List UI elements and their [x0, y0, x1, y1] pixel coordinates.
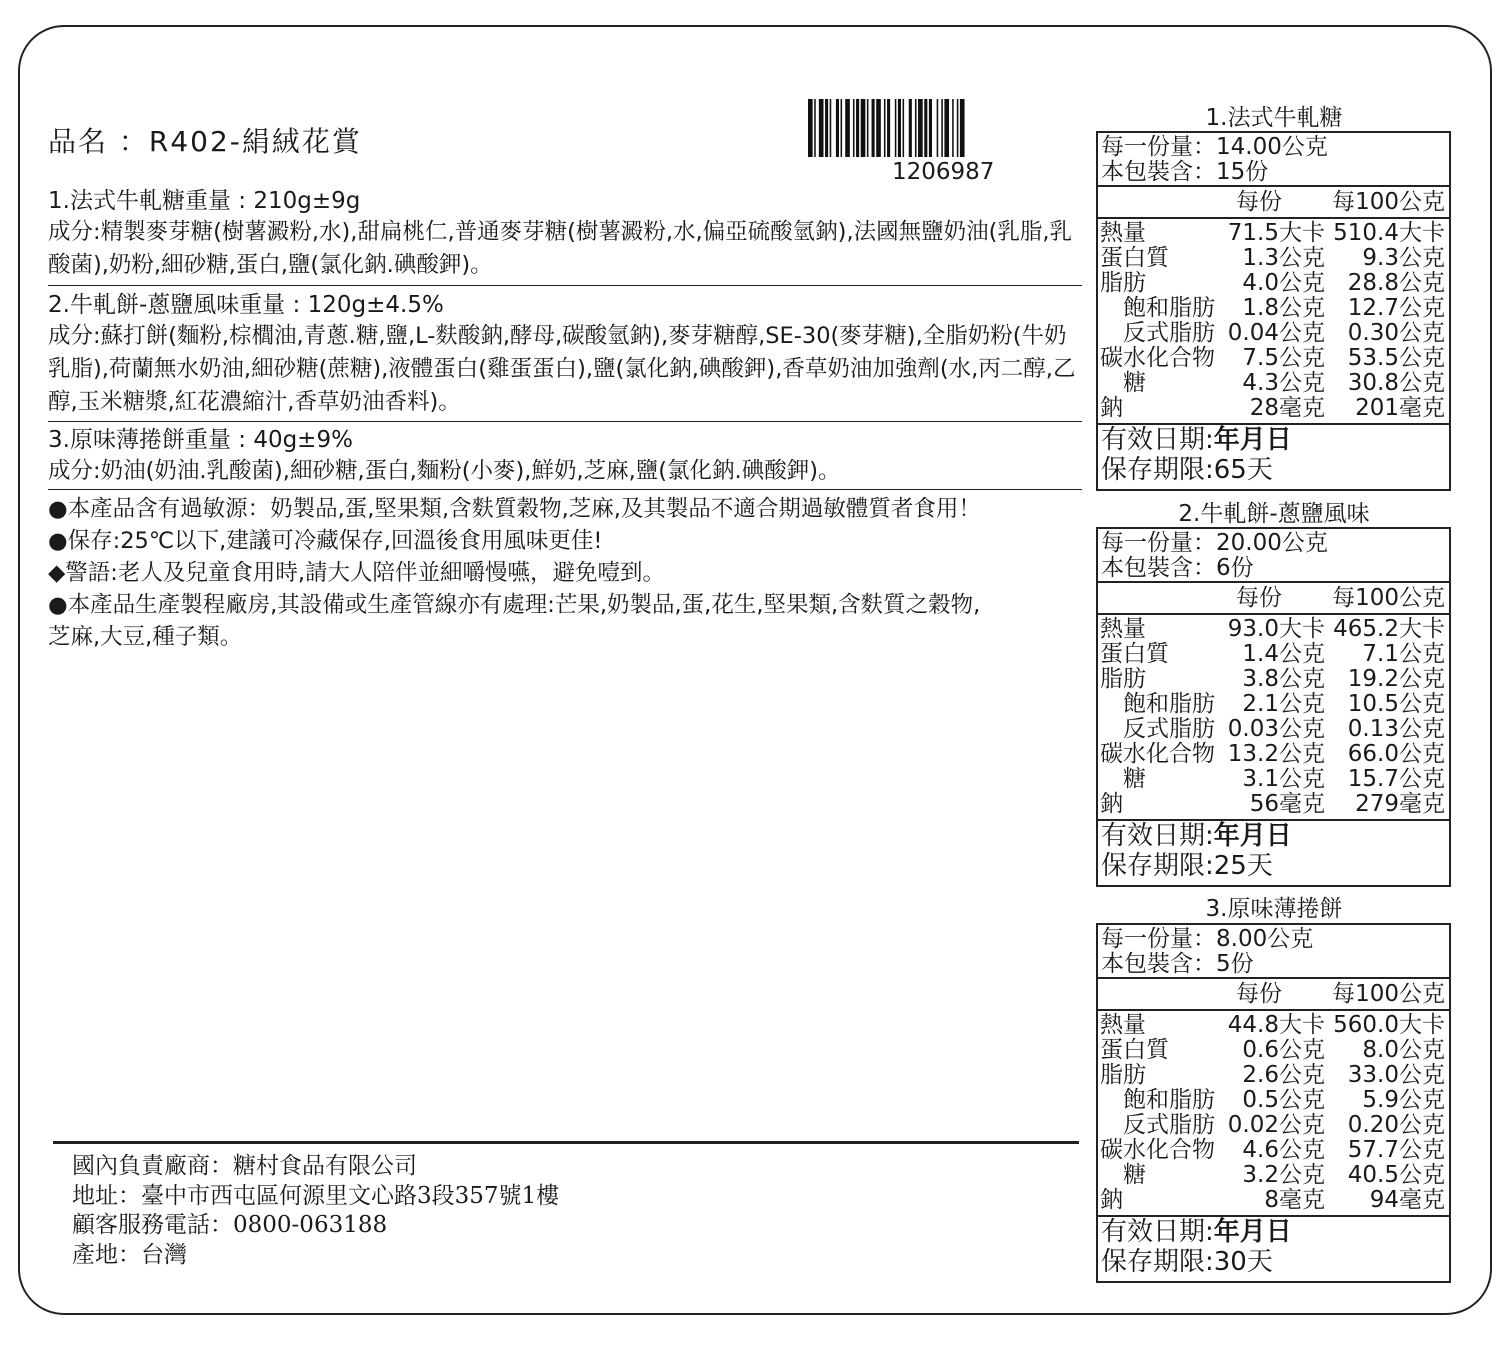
nutrient-name: 碳水化合物: [1100, 1137, 1215, 1163]
nutrition-title-2: 2.牛軋餅-蔥鹽風味: [1178, 501, 1370, 527]
nutrient-name: 飽和脂肪: [1100, 1087, 1215, 1113]
nutrient-name: 糖: [1100, 766, 1146, 792]
nutrient-name: 脂肪: [1100, 270, 1146, 296]
nutrient-row: [1098, 767, 1449, 792]
serving-info: [1098, 133, 1449, 185]
per-serving-value: 0.02公克: [1227, 1112, 1325, 1138]
per-100g-value: 560.0大卡: [1333, 1012, 1445, 1038]
nutrient-row: [1098, 1188, 1449, 1213]
per-serving-value: 44.8大卡: [1227, 1012, 1325, 1038]
servings-per-pack: 本包裝含：5份: [1101, 951, 1254, 977]
nutrient-row: [1098, 1013, 1449, 1038]
allergen-note: ●本產品含有過敏源：奶製品,蛋,堅果類,含麩質穀物,芝麻,及其製品不適合期過敏體質者食用！: [48, 496, 981, 522]
serving-size: 每一份量：20.00公克: [1101, 530, 1328, 556]
nutrient-name: 熱量: [1100, 616, 1146, 642]
divider: [48, 285, 1082, 286]
nutrient-row: [1098, 717, 1449, 742]
per-100g-value: 30.8公克: [1347, 370, 1445, 396]
nutrient-name: 蛋白質: [1100, 1037, 1169, 1063]
per-serving-value: 2.6公克: [1242, 1062, 1325, 1088]
servings-per-pack: 本包裝含：6份: [1101, 555, 1254, 581]
product-title: 品名 ：R402-絹絨花賞: [48, 125, 362, 158]
nutrient-rows: [1098, 613, 1449, 819]
barcode-image: [808, 99, 1076, 157]
nutrient-row: [1098, 321, 1449, 346]
per-serving-value: 8毫克: [1264, 1187, 1325, 1213]
per-100g-value: 465.2大卡: [1333, 616, 1445, 642]
nutrient-name: 飽和脂肪: [1100, 295, 1215, 321]
nutrient-row: [1098, 792, 1449, 817]
per-100g-value: 53.5公克: [1347, 345, 1445, 371]
nutrient-name: 熱量: [1100, 1012, 1146, 1038]
per-serving-value: 0.03公克: [1227, 716, 1325, 742]
nutrient-row: [1098, 667, 1449, 692]
expiry-label: 有效日期:: [1101, 425, 1214, 455]
facility-note: ●本產品生產製程廠房,其設備或生產管線亦有處理:芒果,奶製品,蛋,花生,堅果類,含麩質之穀物,: [48, 592, 981, 618]
per-serving-value: 4.0公克: [1242, 270, 1325, 296]
ingredient-section-1: [48, 186, 1078, 282]
section-2-heading: 2.牛軋餅-蔥鹽風味重量 : 120g±4.5%: [48, 292, 444, 318]
ingredient-section-3: [48, 425, 1078, 488]
section-1-ingredients: 成分:精製麥芽糖(樹薯澱粉,水),甜扁桃仁,普通麥芽糖(樹薯澱粉,水,偏亞硫酸氫鈉),法國無鹽奶油(乳脂,乳酸菌),奶粉,細砂糖,蛋白,鹽(氯化鈉.碘酸鉀)。: [48, 219, 1073, 278]
notes-block: [48, 493, 1088, 653]
nutrient-name: 反式脂肪: [1100, 320, 1215, 346]
shelf-life: 保存期限:25天: [1101, 851, 1273, 881]
nutrient-row: [1098, 296, 1449, 321]
per-serving-value: 3.8公克: [1242, 666, 1325, 692]
per-100g-value: 66.0公克: [1347, 741, 1445, 767]
per-100g-value: 57.7公克: [1347, 1137, 1445, 1163]
nutrient-row: [1098, 246, 1449, 271]
nutrient-name: 碳水化合物: [1100, 345, 1215, 371]
nutrient-name: 碳水化合物: [1100, 741, 1215, 767]
column-header: [1098, 185, 1449, 217]
col-per-serving: 每份: [1236, 189, 1282, 215]
per-100g-value: 28.8公克: [1347, 270, 1445, 296]
company-name: 國內負責廠商：糖村食品有限公司: [72, 1153, 417, 1179]
expiry-value: 年月日: [1213, 1217, 1292, 1247]
facility-note-cont: 芝麻,大豆,種子類。: [48, 624, 243, 650]
nutrient-name: 飽和脂肪: [1100, 691, 1215, 717]
company-address: 地址：臺中市西屯區何源里文心路3段357號1樓: [72, 1182, 560, 1209]
per-serving-value: 4.3公克: [1242, 370, 1325, 396]
place-of-origin: 產地：台灣: [72, 1241, 187, 1268]
per-100g-value: 279毫克: [1355, 791, 1445, 817]
nutrient-rows: [1098, 1009, 1449, 1215]
per-100g-value: 9.3公克: [1362, 245, 1445, 271]
per-serving-value: 3.1公克: [1242, 766, 1325, 792]
per-100g-value: 0.13公克: [1347, 716, 1445, 742]
per-serving-value: 28毫克: [1249, 395, 1325, 421]
nutrition-table-2: [1096, 527, 1451, 887]
section-3-heading: 3.原味薄捲餅重量 : 40g±9%: [48, 427, 353, 453]
col-per-100g: 每100公克: [1332, 585, 1445, 611]
nutrient-row: [1098, 692, 1449, 717]
serving-size: 每一份量：8.00公克: [1101, 926, 1314, 952]
expiry-block: [1098, 423, 1449, 489]
barcode-number: 1206987: [892, 159, 995, 185]
per-serving-value: 0.04公克: [1227, 320, 1325, 346]
nutrient-name: 蛋白質: [1100, 245, 1169, 271]
per-serving-value: 2.1公克: [1242, 691, 1325, 717]
nutrient-rows: [1098, 217, 1449, 423]
divider: [48, 489, 1082, 490]
expiry-value: 年月日: [1213, 821, 1292, 851]
nutrient-name: 鈉: [1100, 791, 1123, 817]
nutrient-name: 鈉: [1100, 1187, 1123, 1213]
shelf-life: 保存期限:65天: [1101, 455, 1273, 485]
per-serving-value: 1.4公克: [1242, 641, 1325, 667]
expiry-label: 有效日期:: [1101, 821, 1214, 851]
nutrient-name: 反式脂肪: [1100, 716, 1215, 742]
per-serving-value: 93.0大卡: [1227, 616, 1325, 642]
expiry-label: 有效日期:: [1101, 1217, 1214, 1247]
shelf-life: 保存期限:30天: [1101, 1247, 1273, 1277]
nutrient-row: [1098, 1163, 1449, 1188]
per-100g-value: 510.4大卡: [1333, 220, 1445, 246]
manufacturer-info: [72, 1152, 559, 1270]
per-serving-value: 4.6公克: [1242, 1137, 1325, 1163]
nutrient-name: 反式脂肪: [1100, 1112, 1215, 1138]
per-100g-value: 19.2公克: [1347, 666, 1445, 692]
per-serving-value: 0.5公克: [1242, 1087, 1325, 1113]
nutrient-row: [1098, 1088, 1449, 1113]
nutrient-row: [1098, 642, 1449, 667]
nutrient-row: [1098, 1113, 1449, 1138]
nutrient-row: [1098, 742, 1449, 767]
divider: [48, 421, 1082, 422]
per-100g-value: 94毫克: [1369, 1187, 1445, 1213]
per-100g-value: 40.5公克: [1347, 1162, 1445, 1188]
warning-note: ◆警語:老人及兒童食用時,請大人陪伴並細嚼慢嚥，避免噎到。: [48, 560, 666, 586]
expiry-block: [1098, 1215, 1449, 1281]
per-100g-value: 5.9公克: [1362, 1087, 1445, 1113]
per-serving-value: 13.2公克: [1227, 741, 1325, 767]
per-serving-value: 71.5大卡: [1227, 220, 1325, 246]
nutrient-name: 熱量: [1100, 220, 1146, 246]
per-100g-value: 33.0公克: [1347, 1062, 1445, 1088]
per-100g-value: 0.20公克: [1347, 1112, 1445, 1138]
nutrient-row: [1098, 371, 1449, 396]
section-2-ingredients: 成分:蘇打餅(麵粉,棕櫚油,青蔥.糖,鹽,L-麩酸鈉,酵母,碳酸氫鈉),麥芽糖醇,SE-30(麥芽糖),全脂奶粉(牛奶乳脂),荷蘭無水奶油,細砂糖(蔗糖),液體蛋白(雞蛋蛋白),鹽(氯化鈉,碘酸鉀),香草奶油加強劑(水,丙二醇,乙醇,玉米糖漿,紅花濃縮汁,香草奶油香料)。: [48, 323, 1076, 415]
nutrient-row: [1098, 396, 1449, 421]
per-serving-value: 1.3公克: [1242, 245, 1325, 271]
nutrient-name: 脂肪: [1100, 666, 1146, 692]
footer-divider: [53, 1141, 1079, 1144]
customer-service-phone: 顧客服務電話：0800-063188: [72, 1212, 388, 1238]
section-1-heading: 1.法式牛軋糖重量 : 210g±9g: [48, 188, 361, 214]
nutrition-title-3: 3.原味薄捲餅: [1205, 896, 1343, 922]
nutrition-table-1: [1096, 131, 1451, 491]
nutrient-name: 鈉: [1100, 395, 1123, 421]
per-100g-value: 10.5公克: [1347, 691, 1445, 717]
per-serving-value: 56毫克: [1249, 791, 1325, 817]
col-per-serving: 每份: [1236, 585, 1282, 611]
per-100g-value: 8.0公克: [1362, 1037, 1445, 1063]
nutrient-row: [1098, 1038, 1449, 1063]
per-100g-value: 15.7公克: [1347, 766, 1445, 792]
ingredient-section-2: [48, 290, 1078, 419]
per-100g-value: 0.30公克: [1347, 320, 1445, 346]
serving-info: [1098, 529, 1449, 581]
expiry-value: 年月日: [1213, 425, 1292, 455]
nutrient-row: [1098, 1063, 1449, 1088]
nutrient-row: [1098, 346, 1449, 371]
col-per-serving: 每份: [1236, 981, 1282, 1007]
nutrition-title-1: 1.法式牛軋糖: [1205, 105, 1343, 131]
col-per-100g: 每100公克: [1332, 189, 1445, 215]
storage-note: ●保存:25℃以下,建議可冷藏保存,回溫後食用風味更佳!: [48, 528, 603, 554]
per-serving-value: 7.5公克: [1242, 345, 1325, 371]
per-serving-value: 0.6公克: [1242, 1037, 1325, 1063]
nutrient-row: [1098, 271, 1449, 296]
nutrient-name: 糖: [1100, 1162, 1146, 1188]
per-serving-value: 1.8公克: [1242, 295, 1325, 321]
serving-info: [1098, 925, 1449, 977]
nutrient-row: [1098, 221, 1449, 246]
nutrition-table-3: [1096, 923, 1451, 1283]
nutrient-row: [1098, 1138, 1449, 1163]
per-100g-value: 12.7公克: [1347, 295, 1445, 321]
nutrient-name: 脂肪: [1100, 1062, 1146, 1088]
column-header: [1098, 977, 1449, 1009]
servings-per-pack: 本包裝含：15份: [1101, 159, 1269, 185]
section-3-ingredients: 成分:奶油(奶油.乳酸菌),細砂糖,蛋白,麵粉(小麥),鮮奶,芝麻,鹽(氯化鈉.碘酸鉀)。: [48, 458, 841, 484]
per-serving-value: 3.2公克: [1242, 1162, 1325, 1188]
col-per-100g: 每100公克: [1332, 981, 1445, 1007]
nutrient-name: 蛋白質: [1100, 641, 1169, 667]
per-100g-value: 7.1公克: [1362, 641, 1445, 667]
per-100g-value: 201毫克: [1355, 395, 1445, 421]
expiry-block: [1098, 819, 1449, 885]
column-header: [1098, 581, 1449, 613]
nutrient-row: [1098, 617, 1449, 642]
serving-size: 每一份量：14.00公克: [1101, 134, 1328, 160]
nutrient-name: 糖: [1100, 370, 1146, 396]
